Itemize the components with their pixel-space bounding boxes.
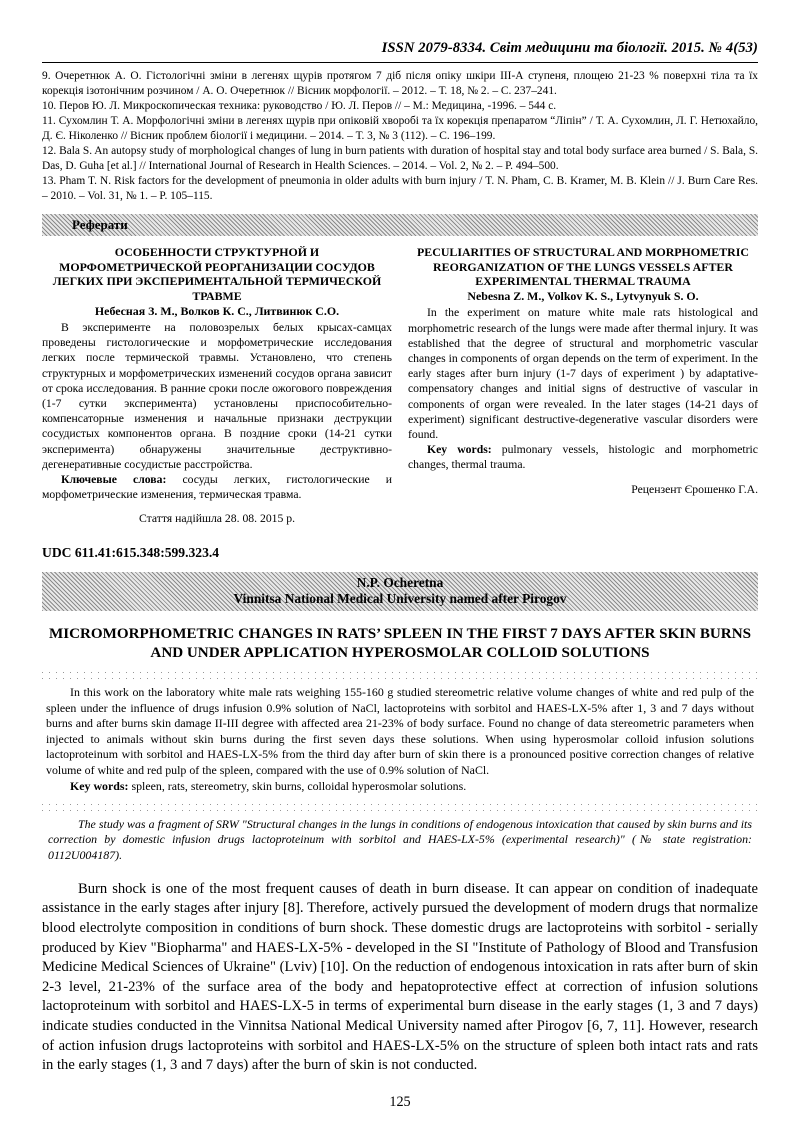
abstract-ru-authors: Небесная З. М., Волков К. С., Литвинюк С.О. xyxy=(94,303,340,318)
header-rule xyxy=(42,62,758,63)
reference-list xyxy=(42,69,758,203)
abstract-en-keywords-label: Key words: xyxy=(427,443,492,457)
reference-item: 12. Bala S. An autopsy study of morphological changes of lung in burn patients with duration of hospital stay and total body surface area burned / S. Bala, S. Das, D. Guha [et al.] // International Journal of Research in Health Sciences. – 2014. – Vol. 2, № 2. – P. 494–500. xyxy=(42,144,758,172)
abstract-ru-keywords xyxy=(42,472,392,502)
abstract-en-keywords xyxy=(408,442,758,472)
abstracts-two-column xyxy=(42,245,758,526)
abstracts-section-band: Реферати xyxy=(42,214,758,236)
article-abstract: In this work on the laboratory white male rats weighing 155-160 g studied stereometric relative volume changes of white and red pulp of the spleen under the influence of drugs infusion 0.9% solution of NaCl, lactoproteins with sorbitol and HAES-LX-5% after 1, 3 and 7 days without burns and after burns skin damage II-III degree with affected area 21-23% of body surface. Found no change of data stereometric parameters when injected to animals without skin burns during the first seven days these solutions. When using hyperosmolar colloid infusion solutions lactoproteinum with sorbitol and HAES-LX-5% from the third day after burn of skin there is a pronounced positive correction changes of relative volume of white and red pulp of the spleen, compared with the use of 0.9% solution of NaCl. xyxy=(46,685,754,777)
article-affiliation: Vinnitsa National Medical University named after Pirogov xyxy=(233,590,567,606)
reference-item: 11. Сухомлин Т. А. Морфологічні зміни в легенях щурів при опіковій хворобі та їх корекція препаратом “Ліпін” / Т. А. Сухомлин, Л. Г. Нетюхайло, Д. Є. Ніколенко // Вісник проблем біології і медицини. – 2014. – Т. 3, № 3 (112). – С. 196–199. xyxy=(42,114,758,142)
abstract-en-reviewer: Рецензент Єрошенко Г.А. xyxy=(631,482,758,496)
article-author: N.P. Ocheretna xyxy=(356,574,444,590)
abstract-en-title-line: MORPHOMETRIC REORGANIZATION OF THE xyxy=(433,245,749,274)
abstract-ru-submitted: Стаття надійшла 28. 08. 2015 р. xyxy=(138,512,296,526)
abstract-ru-title-line: ЛЕГКИХ ПРИ ЭКСПЕРИМЕНТАЛЬНОЙ xyxy=(52,274,283,289)
abstract-ru-keywords-text: сосуды легких, гистологические и морфометрические изменения, термическая травма. xyxy=(42,473,393,502)
article-title-line: MICROMORPHOMETRIC CHANGES IN RATS’ SPLEEN IN THE FIRST 7 DAYS AFTER xyxy=(49,626,656,643)
abstract-ru-title xyxy=(42,245,392,303)
abstract-ru-title-line: МОРФОМЕТРИЧЕСКОЙ РЕОРГАНИЗАЦИИ СОСУДОВ xyxy=(59,259,375,274)
article-title-line: SKIN BURNS AND UNDER APPLICATION HYPEROSMOLAR COLLOID SOLUTIONS xyxy=(150,626,751,662)
abstract-ru-keywords-label: Ключевые слова: xyxy=(61,473,167,486)
page-number: 125 xyxy=(389,1093,411,1110)
abstract-en-body: In the experiment on mature white male rats histological and morphometric research of the lungs were made after thermal injury. It was established that the degree of structural and morphometric vascular changes in components of organ depends on the term of experiment. In the early stages after burn injury (1-7 days of experiment ) by adaptative-compensatory changes and initial signs of destructive of vascular in components of organ were revealed. In the later stages (14-21 days of experiment) significant destructive-degenerative vascular disorders were found. xyxy=(408,306,758,442)
article-keywords-label: Key words: xyxy=(70,779,129,794)
reference-item: 10. Перов Ю. Л. Микроскопическая техника: руководство / Ю. Л. Перов // – М.: Медицина, -1996. – 544 с. xyxy=(42,99,557,112)
article-body-paragraph: Burn shock is one of the most frequent causes of death in burn disease. It can appear on condition of inadequate assistance in the early stages after injury [8]. Therefore, actively pursued the development of modern drugs that normalize blood electrolyte composition in conditions of burn shock. These domestic drugs are lactoproteins with sorbitol - serially produced by Kiev "Biopharma" and HAES-LX-5% - developed in the SI "Institute of Pathology of Blood and Transfusion Medicine Medical Sciences of Ukraine" (Lviv) [10]. On the reduction of endogenous intoxication in rats after burn of skin 2-3 level, 21-23% of the surface area of the body and hepatoprotective effect at correction of infusion solutions lactoproteinum with sorbitol and HAES-LX-5 in terms of experimental burn disease in the early stages (1, 3 and 7 days) indicate studies conducted in the Vinnitsa National Medical University named after Pirogov [6, 7, 11]. However, research of action infusion drugs lactoproteins with sorbitol and HAES-LX-5% on the structure of spleen both intact rats and rats in the early stages (1, 3 and 7 days) after the burn of skin is not conducted. xyxy=(42,880,758,1074)
abstract-en-title-line: PECULIARITIES OF STRUCTURAL AND xyxy=(417,245,643,260)
abstract-ru-body: В эксперименте на половозрелых белых крысах-самцах проведены гистологические и морфометрические исследования легких после термической травмы. Установлено, что степень структурных и морфометрических изменений сосудов органа зависит от срока исследования. В ранние сроки после ожогового повреждения (1-7 сутки эксперимента) установлены приспособительно-компенсаторные изменения и начальные признаки деструкции сосудистых компонентов органа. В поздние сроки (14-21 сутки эксперимента) обнаружены значительные деструктивно-дегенеративные сосудистые расстройства. xyxy=(42,320,392,471)
zigzag-divider-top xyxy=(42,672,758,679)
abstract-en-authors: Nebesna Z. M., Volkov K. S., Lytvynyuk S. O. xyxy=(467,288,699,303)
abstract-en-title-line: LUNGS VESSELS AFTER EXPERIMENTAL xyxy=(475,259,733,289)
abstract-ru-title-line: ОСОБЕННОСТИ СТРУКТУРНОЙ И xyxy=(114,245,320,260)
udc-code: UDC 611.41:615.348:599.323.4 xyxy=(42,544,220,560)
abstract-russian xyxy=(42,245,392,526)
abstract-en-title-line: THERMAL TRAUMA xyxy=(573,274,691,289)
article-keywords-text: spleen, rats, stereometry, skin burns, colloidal hyperosmolar solutions. xyxy=(128,779,467,794)
abstract-en-title xyxy=(408,245,758,289)
article-title xyxy=(42,625,758,663)
running-head: ISSN 2079-8334. Світ медицини та біології. 2015. № 4(53) xyxy=(381,40,758,56)
srw-funding-note: The study was a fragment of SRW "Structural changes in the lungs in conditions of endogenous intoxication that caused by skin burns and its correction by domestic infusion drugs lactoproteinum with sorbitol and HAES-LX-5% (experimental research)" (№ state registration: 0112U004187). xyxy=(48,816,752,863)
zigzag-divider-middle xyxy=(42,804,758,811)
abstract-en-keywords-text: pulmonary vessels, histologic and morphometric changes, thermal trauma. xyxy=(408,443,758,472)
reference-item: 9. Очеретнюк А. О. Гістологічні зміни в легенях щурів протягом 7 діб після опіку шкіри III-А ступеня, площею 21-23 % поверхні тіла та їх корекція ізотонічним розчином / А. О. Очеретнюк // Вісник морфології. – 2012. – Т. 18, № 2. – С. 237–241. xyxy=(42,70,758,97)
reference-item: 13. Pham T. N. Risk factors for the development of pneumonia in older adults with burn injury / T. N. Pham, C. B. Kramer, M. B. Klein // J. Burn Care Res. – 2010. – Vol. 31, № 1. – P. 105–115. xyxy=(42,174,758,202)
article-keywords xyxy=(42,779,758,794)
article-author-band xyxy=(42,572,758,612)
abstract-ru-title-line: ТЕРМИЧЕСКОЙ ТРАВМЕ xyxy=(192,274,382,303)
abstract-english xyxy=(408,245,758,526)
